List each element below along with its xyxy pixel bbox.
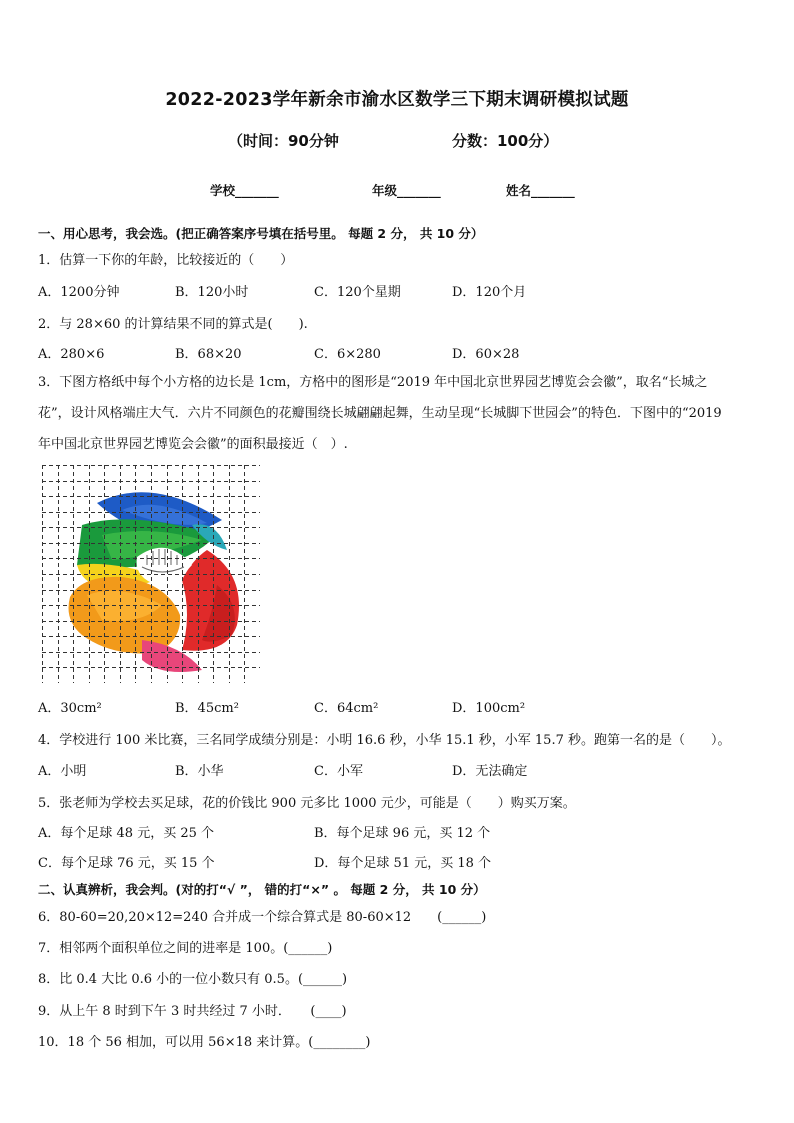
expo-emblem-on-grid <box>42 465 260 683</box>
page-title: 2022-2023学年新余市渝水区数学三下期末调研模拟试题 <box>165 90 629 110</box>
q2-option-b[interactable]: B．68×20 <box>175 347 242 362</box>
q5-option-b[interactable]: B．每个足球 96 元，买 12 个 <box>314 826 491 841</box>
q5-option-a[interactable]: A．每个足球 48 元，买 25 个 <box>38 826 215 841</box>
q2-option-a[interactable]: A．280×6 <box>38 347 105 362</box>
question-2: 2．与 28×60 的计算结果不同的算式是( ). <box>38 317 308 332</box>
question-3 <box>38 367 760 460</box>
q3-option-a[interactable]: A．30cm² <box>38 701 102 716</box>
question-10: 10．18 个 56 相加，可以用 56×18 来计算。(________) <box>38 1035 371 1050</box>
name-field[interactable]: 姓名_______ <box>506 183 575 198</box>
q4-option-c[interactable]: C．小军 <box>314 764 363 779</box>
question-1: 1．估算一下你的年龄，比较接近的（ ） <box>38 253 294 268</box>
q2-option-c[interactable]: C．6×280 <box>314 347 381 362</box>
time-label: （时间：90分钟 <box>228 132 339 150</box>
question-4: 4．学校进行 100 米比赛，三名同学成绩分别是：小明 16.6 秒，小华 15.1 秒，小军 15.7 秒。跑第一名的是（ ）。 <box>38 733 731 748</box>
q2-option-d[interactable]: D．60×28 <box>452 347 520 362</box>
q4-option-b[interactable]: B．小华 <box>175 764 224 779</box>
question-6: 6．80-60=20,20×12=240 合并成一个综合算式是 80-60×12 (______) <box>38 910 487 925</box>
school-field[interactable]: 学校_______ <box>210 183 279 198</box>
q1-option-b[interactable]: B．120小时 <box>175 285 249 300</box>
score-label: 分数：100分） <box>452 132 559 150</box>
q3-line-2: 花”，设计风格端庄大气．六片不同颜色的花瓣围绕长城翩翩起舞，生动呈现“长城脚下世园会”的特色．下图中的“2019 <box>38 406 722 421</box>
q3-line-3: 年中国北京世界园艺博览会会徽”的面积最接近（ ）. <box>38 437 348 452</box>
grade-field[interactable]: 年级_______ <box>372 183 441 198</box>
q4-option-a[interactable]: A．小明 <box>38 764 87 779</box>
question-5: 5．张老师为学校去买足球，花的价钱比 900 元多比 1000 元少，可能是（ ）购买万案。 <box>38 796 576 811</box>
question-8: 8．比 0.4 大比 0.6 小的一位小数只有 0.5。(______) <box>38 972 348 987</box>
q1-option-c[interactable]: C．120个星期 <box>314 285 401 300</box>
question-7: 7．相邻两个面积单位之间的进率是 100。(______) <box>38 941 333 956</box>
q3-option-c[interactable]: C．64cm² <box>314 701 379 716</box>
section-2-heading: 二、认真辨析，我会判。(对的打“√ ”， 错的打“×” 。 每题 2 分， 共 10 分） <box>38 882 486 897</box>
grid-figure-svg <box>42 465 260 683</box>
q5-option-c[interactable]: C．每个足球 76 元，买 15 个 <box>38 856 215 871</box>
section-1-heading: 一、用心思考，我会选。(把正确答案序号填在括号里。 每题 2 分， 共 10 分） <box>38 226 484 241</box>
q3-line-1: 3．下图方格纸中每个小方格的边长是 1cm，方格中的图形是“2019 年中国北京世界园艺博览会会徽”，取名“长城之 <box>38 375 708 390</box>
q1-option-d[interactable]: D．120个月 <box>452 285 527 300</box>
question-9: 9．从上午 8 时到下午 3 时共经过 7 小时． (____) <box>38 1004 347 1019</box>
q4-option-d[interactable]: D．无法确定 <box>452 764 528 779</box>
q1-option-a[interactable]: A．1200分钟 <box>38 285 120 300</box>
q5-option-d[interactable]: D．每个足球 51 元，买 18 个 <box>314 856 492 871</box>
q3-option-b[interactable]: B．45cm² <box>175 701 239 716</box>
q3-option-d[interactable]: D．100cm² <box>452 701 526 716</box>
